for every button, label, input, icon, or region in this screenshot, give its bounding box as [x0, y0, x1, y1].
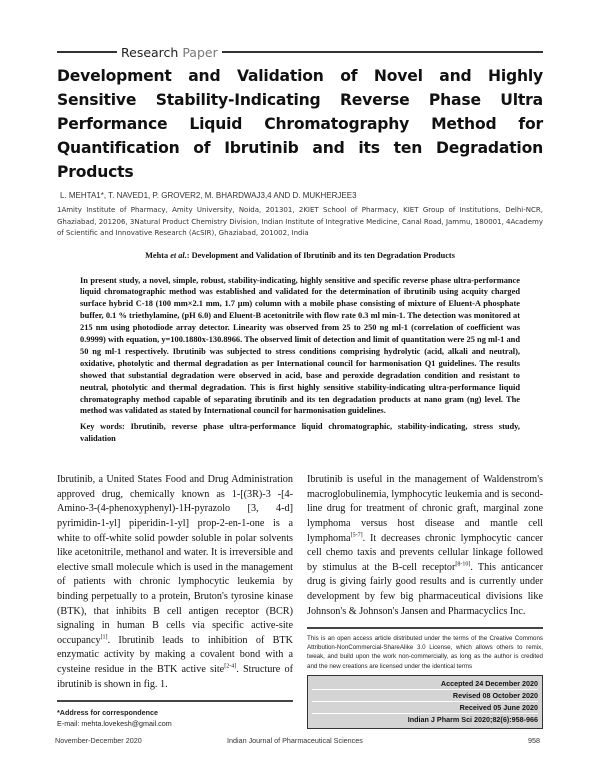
citation-link[interactable]: [5-7] [350, 532, 363, 539]
footnote-rule [57, 700, 293, 702]
accepted-date: Accepted 24 December 2020 [312, 678, 538, 690]
author-list: L. MEHTA1*, T. NAVED1, P. GROVER2, M. BHARDWAJ3,4 AND D. MUKHERJEE3 [60, 191, 357, 200]
received-date: Received 05 June 2020 [312, 702, 538, 714]
body-column-left [57, 473, 293, 692]
body-text: Ibrutinib is useful in the management of Waldenstrom's macroglobulinemia, lymphocytic leukemia and is second-line drug for treatment of chronic graft, marginal zone lymphoma versus host disease and mantle cell lymphoma [307, 474, 543, 544]
citation-link[interactable]: [1] [100, 634, 108, 641]
footer-journal: Indian Journal of Pharmaceutical Sciences [227, 735, 363, 745]
affiliations: 1Amity Institute of Pharmacy, Amity University, Noida, 201301, 2KIET School of Pharmacy, KIET Group of Institutions, Delhi-NCR, Ghaziabad, 201206, 3Natural Product Chemistry Division, Indian Institute of Integrative Medicine, Canal Road, Jammu, 180001, 4Academy of Scientific and Innovative Research (AcSIR), Ghaziabad, 201002, India [57, 206, 543, 237]
right-column-wrap [307, 473, 543, 728]
page-footer [0, 735, 600, 747]
running-head-author: Mehta [145, 250, 169, 260]
correspondence-email[interactable]: E-mail: mehta.lovekesh@gmail.com [57, 718, 172, 728]
body-text: . It decreases chronic lymphocytic cancer cell chemo taxis and prevents cellular linkage followed by stimulus at the B-cell receptor [307, 532, 543, 573]
body-text: . Ibrutinib leads to inhibition of BTK enzymatic activity by making a covalent bond with a cysteine residue in the BTK active site [57, 634, 293, 675]
left-column-wrap [57, 473, 293, 728]
page-number: 958 [528, 735, 540, 745]
citation-link[interactable]: [8-10] [455, 561, 471, 568]
header-rule-left [57, 51, 117, 53]
running-head [57, 250, 543, 261]
keywords: Key words: Ibrutinib, reverse phase ultra-performance liquid chromatographic, stability-indicating, stress study, validation [80, 422, 520, 444]
article-type-label [117, 45, 222, 60]
article-title: Development and Validation of Novel and Highly Sensitive Stability-Indicating Reverse Phase Ultra Performance Liquid Chromatography Method for Quantification of Ibrutinib and its ten Degradation Products [57, 67, 543, 181]
running-head-title: : Development and Validation of Ibrutinib and its ten Degradation Products [186, 250, 455, 260]
body-columns [57, 473, 543, 728]
footer-issue: November-December 2020 [55, 735, 142, 745]
body-text: Ibrutinib, a United States Food and Drug Administration approved drug, chemically known as 1-[(3R)-3 -[4- Amino-3-(4-phenoxyphenyl)-1H-pyrazolo [3, 4-d] pyrimidin-1-yl] piperidin-1-yl] prop-2-en-1-one is a white to off-white solid powder soluble in polar solvents like acetonitrile, methanol and water. It is irreversible and elective small molecule which is used in the management of patients with chronic lymphocytic leukemia by binding perpetually to a protein, Bruton's tyrosine kinase (BTK), that inhibits B cell antigen receptor (BCR) signaling in human B cells via specific active-site occupancy [57, 474, 293, 646]
body-text: . This anticancer drug is giving fairly good results and is currently under development by few big pharmaceutical divisions like Johnson's & Johnson's Jansen and Pharmacyclics Inc. [307, 561, 543, 617]
correspondence [57, 707, 293, 729]
body-text: . Structure of ibrutinib is shown in fig. 1. [57, 663, 293, 690]
header-rule-right [222, 51, 543, 53]
body-column-right [307, 473, 543, 619]
license-notice: This is an open access article distributed under the terms of the Creative Commons Attribution-NonCommercial-ShareAlike 3.0 License, which allows others to remix, tweak, and build upon the work non-commercially, as long as the author is credited and the new creations are licensed under the identical terms [307, 634, 543, 670]
label-paper: Paper [182, 44, 218, 60]
journal-citation: Indian J Pharm Sci 2020;82(6):958-966 [407, 715, 538, 725]
citation-link[interactable]: [2-4] [224, 663, 237, 670]
dates-box [307, 675, 543, 729]
label-research: Research [121, 44, 179, 60]
correspondence-label: *Address for correspondence [57, 707, 159, 717]
abstract: In present study, a novel, simple, robust, stability-indicating, highly sensitive and specific reverse phase ultra-performance liquid chromatographic method was established and validated for the determination of ibrutinib using acquity charged surface hybrid C-18 (100 mm×2.1 mm, 1.7 μm) column with a mobile phase consisting of mixture of Eluent-A phosphate buffer, 0.1 % triethylamine, (pH 6.0) and Eluent-B acetonitrile with flow rate 0.3 ml min-1. The detection was monitored at 215 nm using photodiode array detector. Linearity was observed from 25 to 250 ng ml-1 (correlation of coefficient was 0.9999) with equation, y=100.1880x-130.8966. The observed limit of detection and limit of quantitation were 25 ng ml-1 and 50 ng ml-1 respectively. Ibrutinib was subjected to stress conditions comprising hydrolytic (acid, alkali and neutral), oxidative, photolytic and thermal degradation as per International council for harmonisation Q1 guidelines. The results showed that substantial degradation were observed in acid, base and peroxide degradation condition and resistant to neutral, photolytic and thermal degradation. This is first highly sensitive stability-indicating ultra-performance liquid chromatography method capable of separating ibrutinib and its ten degradation products at nano gram (ng) level. The method was validated as stated by International council for harmonisation guidelines. [80, 275, 520, 416]
spacer [57, 692, 293, 700]
revised-date: Revised 08 October 2020 [312, 690, 538, 702]
running-head-etal: et al. [170, 250, 187, 260]
spacer [307, 619, 543, 627]
license-rule [307, 627, 543, 629]
section-header [57, 45, 543, 59]
page-content [0, 64, 600, 747]
